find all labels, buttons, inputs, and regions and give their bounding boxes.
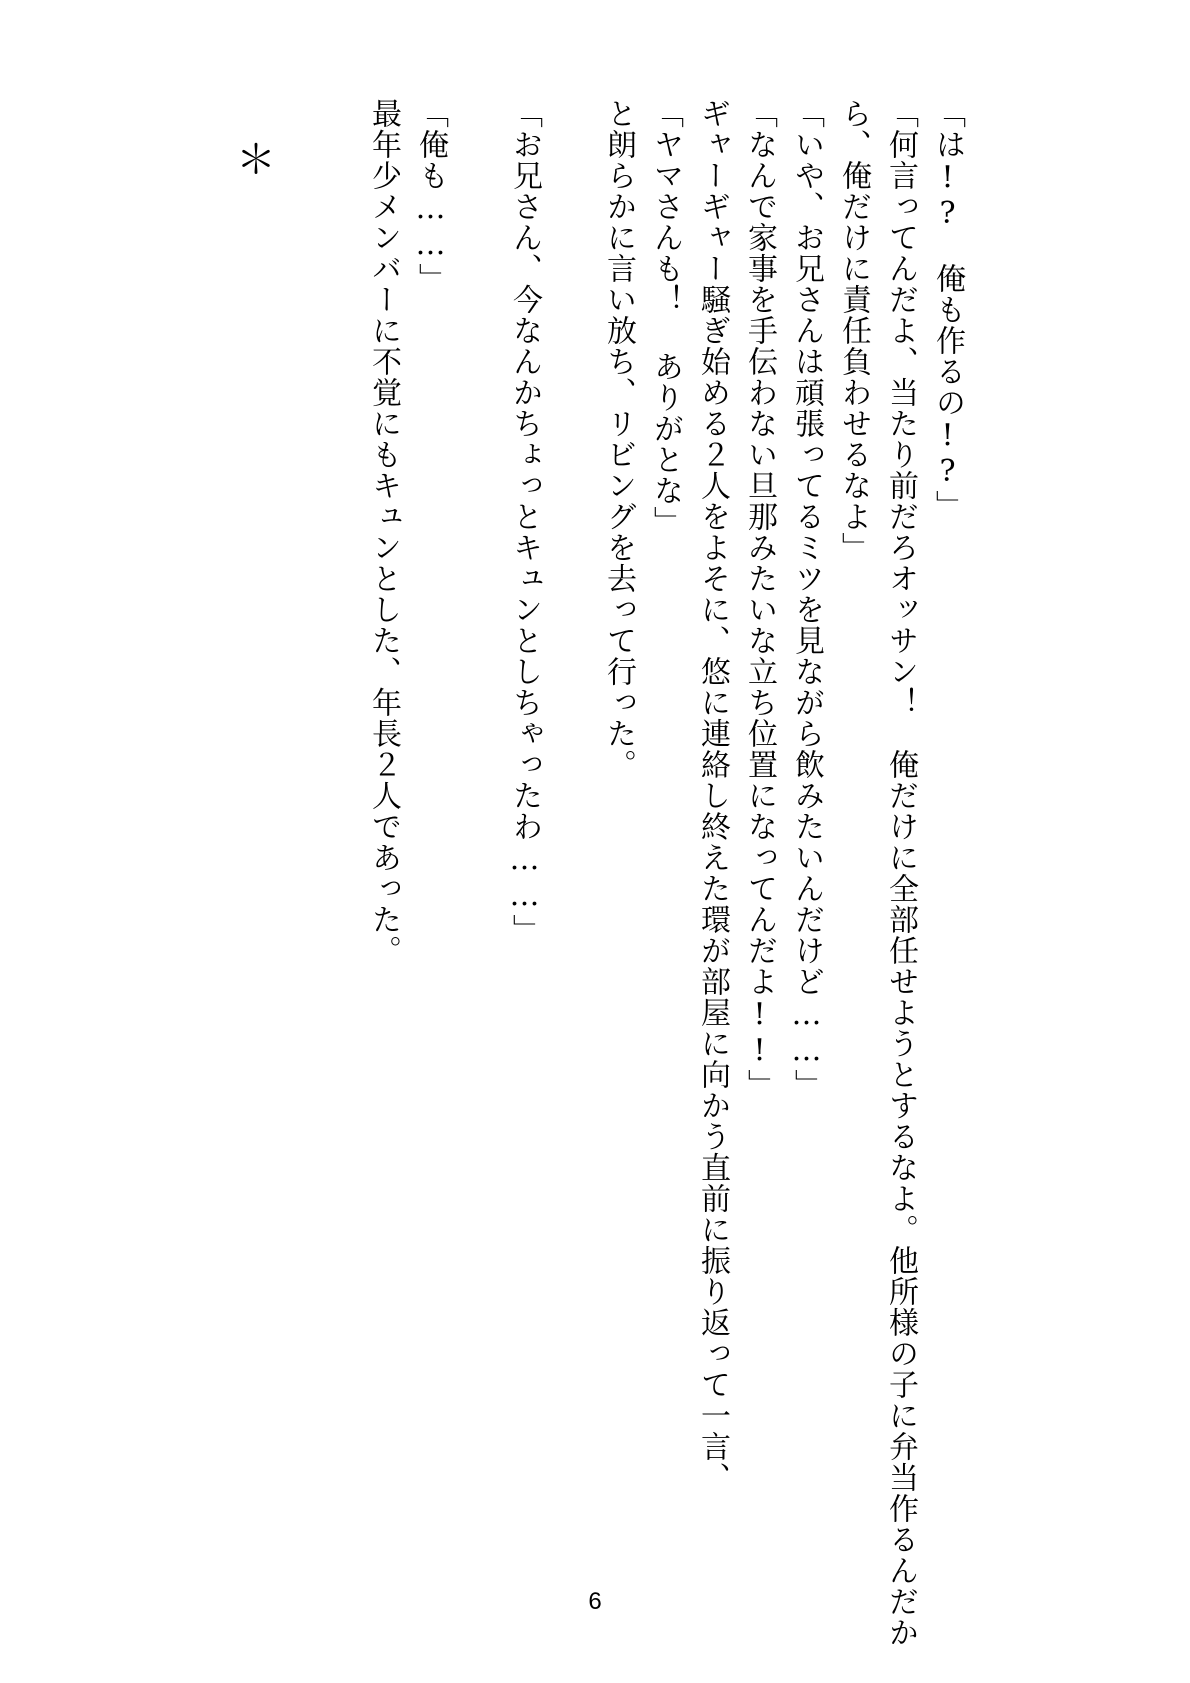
page-number: 6 (588, 1588, 602, 1615)
text-line: 最年少メンバーに不覚にもキュンとした、年長２人であった。 (366, 98, 401, 966)
text-line: ら、俺だけに責任負わせるなよ」 (836, 98, 871, 563)
text-line: 「は!? 俺も作るの!?」 (930, 98, 965, 521)
text-line: と朗らかに言い放ち、リビングを去って行った。 (601, 98, 636, 780)
scene-break-mark: ＊ (236, 137, 276, 183)
text-line: 「何言ってんだよ、当たり前だろオッサン！ 俺だけに全部任せようとするなよ。他所様の子に弁当作るんだか (883, 98, 918, 1648)
text-line: 「お兄さん、今なんかちょっとキュンとしちゃったわ……」 (507, 98, 542, 945)
text-line: 「いや、お兄さんは頑張ってるミツを見ながら飲みたいんだけど……」 (789, 98, 824, 1100)
text-line: 「俺も……」 (413, 98, 448, 294)
text-line: 「なんで家事を手伝わない旦那みたいな立ち位置になってんだよ!!」 (742, 98, 777, 1100)
text-line: 「ヤマさんも！ ありがとな」 (648, 98, 683, 537)
text-line: ギャーギャー騒ぎ始める２人をよそに、悠に連絡し終えた環が部屋に向かう直前に振り返って一言、 (695, 98, 730, 1493)
blank-line (552, 98, 590, 1578)
